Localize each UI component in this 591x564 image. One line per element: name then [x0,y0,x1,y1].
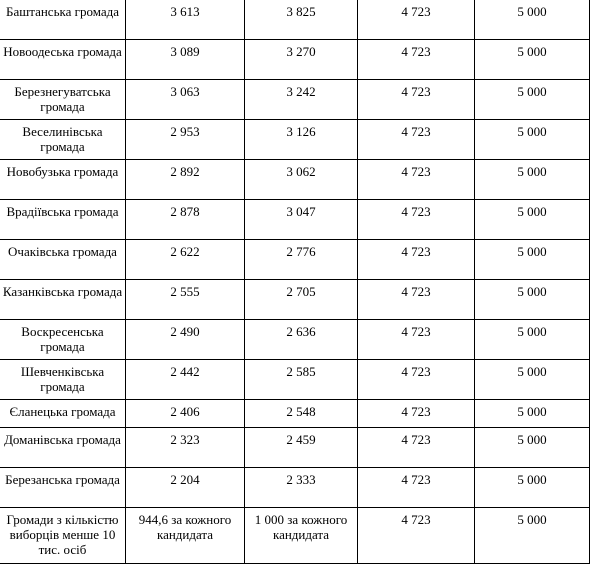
community-name: Громади з кількістю виборців менше 10 тис. осіб [0,508,126,564]
value-col-3: 2 636 [245,320,358,360]
value-col-2: 2 204 [126,468,245,508]
table-row [0,80,590,120]
value-col-3: 3 242 [245,80,358,120]
table-row [0,200,590,240]
value-col-4: 4 723 [358,240,475,280]
value-col-4: 4 723 [358,400,475,428]
table-row [0,0,590,40]
value-col-3: 1 000 за кожного кандидата [245,508,358,564]
value-col-4: 4 723 [358,160,475,200]
value-col-3: 2 705 [245,280,358,320]
table-row [0,40,590,80]
community-name: Воскресенська громада [0,320,126,360]
community-name: Казанківська громада [0,280,126,320]
community-name: Березнегуватська громада [0,80,126,120]
value-col-5: 5 000 [475,40,590,80]
community-name: Веселинівська громада [0,120,126,160]
value-col-5: 5 000 [475,400,590,428]
value-col-2: 2 622 [126,240,245,280]
value-col-2: 2 323 [126,428,245,468]
value-col-5: 5 000 [475,280,590,320]
value-col-2: 2 490 [126,320,245,360]
value-col-4: 4 723 [358,320,475,360]
value-col-2: 2 555 [126,280,245,320]
table-row [0,468,590,508]
value-col-2: 2 878 [126,200,245,240]
value-col-5: 5 000 [475,468,590,508]
community-name: Березанська громада [0,468,126,508]
value-col-4: 4 723 [358,468,475,508]
community-name: Новобузька громада [0,160,126,200]
community-name: Очаківська громада [0,240,126,280]
table-row [0,360,590,400]
value-col-2: 3 613 [126,0,245,40]
table-row [0,240,590,280]
table-row [0,428,590,468]
table-row [0,120,590,160]
value-col-3: 3 047 [245,200,358,240]
community-name: Єланецька громада [0,400,126,428]
value-col-3: 3 062 [245,160,358,200]
community-name: Доманівська громада [0,428,126,468]
table-row [0,160,590,200]
value-col-3: 2 776 [245,240,358,280]
value-col-5: 5 000 [475,508,590,564]
value-col-4: 4 723 [358,200,475,240]
value-col-3: 2 548 [245,400,358,428]
value-col-2: 3 089 [126,40,245,80]
value-col-5: 5 000 [475,120,590,160]
value-col-3: 2 333 [245,468,358,508]
community-name: Шевченківська громада [0,360,126,400]
value-col-4: 4 723 [358,120,475,160]
table-row [0,280,590,320]
value-col-3: 3 825 [245,0,358,40]
value-col-5: 5 000 [475,0,590,40]
value-col-4: 4 723 [358,428,475,468]
value-col-4: 4 723 [358,360,475,400]
value-col-4: 4 723 [358,80,475,120]
value-col-4: 4 723 [358,0,475,40]
value-col-5: 5 000 [475,360,590,400]
table-row [0,508,590,564]
value-col-2: 3 063 [126,80,245,120]
community-name: Врадіївська громада [0,200,126,240]
value-col-3: 3 270 [245,40,358,80]
value-col-2: 2 953 [126,120,245,160]
value-col-4: 4 723 [358,40,475,80]
table-row [0,320,590,360]
value-col-3: 3 126 [245,120,358,160]
value-col-2: 2 442 [126,360,245,400]
value-col-4: 4 723 [358,280,475,320]
value-col-5: 5 000 [475,80,590,120]
value-col-5: 5 000 [475,200,590,240]
value-col-2: 2 406 [126,400,245,428]
value-col-5: 5 000 [475,160,590,200]
value-col-5: 5 000 [475,320,590,360]
value-col-4: 4 723 [358,508,475,564]
value-col-3: 2 585 [245,360,358,400]
table-row [0,400,590,428]
value-col-3: 2 459 [245,428,358,468]
community-name: Новоодеська громада [0,40,126,80]
value-col-5: 5 000 [475,240,590,280]
value-col-2: 2 892 [126,160,245,200]
community-name: Баштанська громада [0,0,126,40]
value-col-5: 5 000 [475,428,590,468]
value-col-2: 944,6 за кожного кандидата [126,508,245,564]
